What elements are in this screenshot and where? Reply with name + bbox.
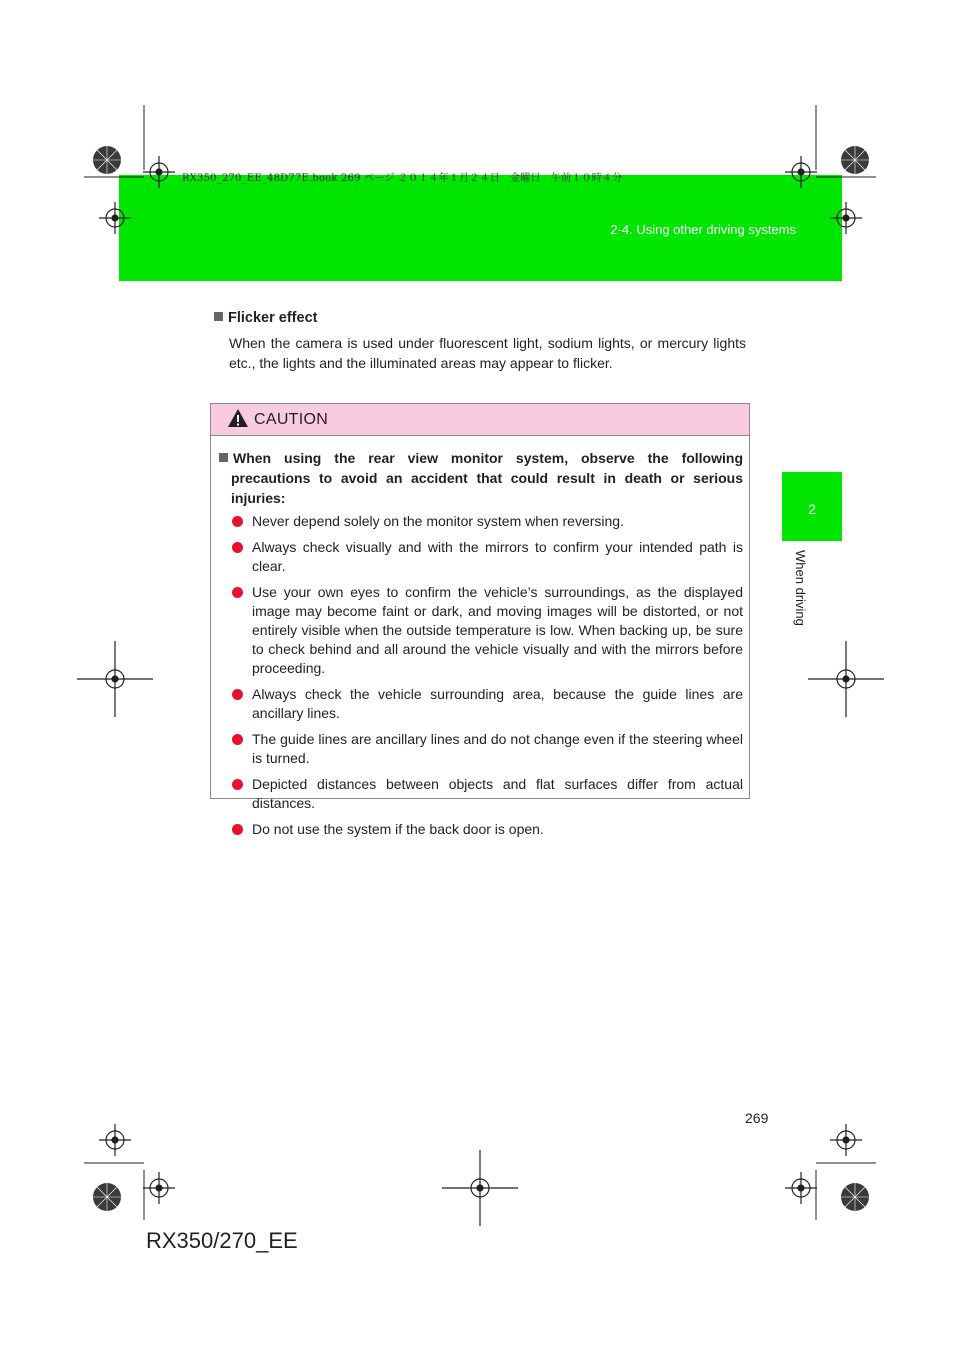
list-item-text: Use your own eyes to confirm the vehicle’s surroundings, as the displayed image may become faint or dark, and moving images will be distorted, or not entirely visible when the outside temperature is low. When backing up, be sure to check behind and all around the vehicle visually and with the mirrors before proceeding. — [252, 583, 743, 677]
list-item — [219, 730, 743, 768]
chapter-number: 2 — [808, 501, 816, 517]
list-item-text: Always check visually and with the mirrors to confirm your intended path is clear. — [252, 538, 743, 574]
flicker-heading — [214, 308, 746, 328]
caution-heading — [219, 448, 743, 508]
list-item — [219, 512, 743, 531]
red-dot-icon — [232, 689, 243, 700]
model-code: RX350/270_EE — [146, 1228, 298, 1253]
caution-list — [219, 512, 743, 839]
list-item — [219, 820, 743, 839]
list-item-text: Depicted distances between objects and flat surfaces differ from actual distances. — [252, 775, 743, 812]
red-dot-icon — [232, 734, 243, 745]
square-bullet-icon — [214, 312, 223, 321]
list-item-text: Never depend solely on the monitor system when reversing. — [252, 513, 624, 529]
caution-body — [211, 436, 749, 839]
list-item — [219, 538, 743, 576]
red-dot-icon — [232, 779, 243, 790]
red-dot-icon — [232, 587, 243, 598]
list-item-text: Do not use the system if the back door is open. — [252, 820, 544, 837]
red-dot-icon — [232, 824, 243, 835]
square-bullet-icon — [219, 453, 228, 462]
caution-header — [211, 404, 749, 436]
flicker-section — [214, 308, 746, 373]
list-item — [219, 775, 743, 813]
list-item-text: The guide lines are ancillary lines and do not change even if the steering wheel is turned. — [252, 731, 743, 767]
list-item — [219, 685, 743, 723]
flicker-body: When the camera is used under fluorescent light, sodium lights, or mercury lights etc., the lights and the illuminated areas may appear to flicker. — [229, 335, 746, 371]
red-dot-icon — [232, 516, 243, 527]
file-stamp: RX350_270_EE_48D77E.book 269 ページ ２０１４年１月２４日 金曜日 午前１０時４分 — [182, 173, 623, 184]
flicker-heading-text: Flicker effect — [228, 310, 318, 326]
page-number: 269 — [745, 1110, 769, 1126]
chapter-tab — [782, 472, 842, 541]
caution-box — [210, 403, 750, 837]
caution-title: CAUTION — [254, 411, 329, 428]
red-dot-icon — [232, 542, 243, 553]
warning-triangle-icon — [227, 408, 249, 428]
chapter-label: When driving — [793, 550, 808, 626]
caution-heading-text: When using the rear view monitor system, observe the following precautions to avoid an accident that could result in death or serious injuries: — [231, 450, 743, 506]
list-item-text: Always check the vehicle surrounding area, because the guide lines are ancillary lines. — [252, 686, 743, 722]
section-title: 2-4. Using other driving systems — [610, 222, 796, 237]
list-item — [219, 583, 743, 679]
